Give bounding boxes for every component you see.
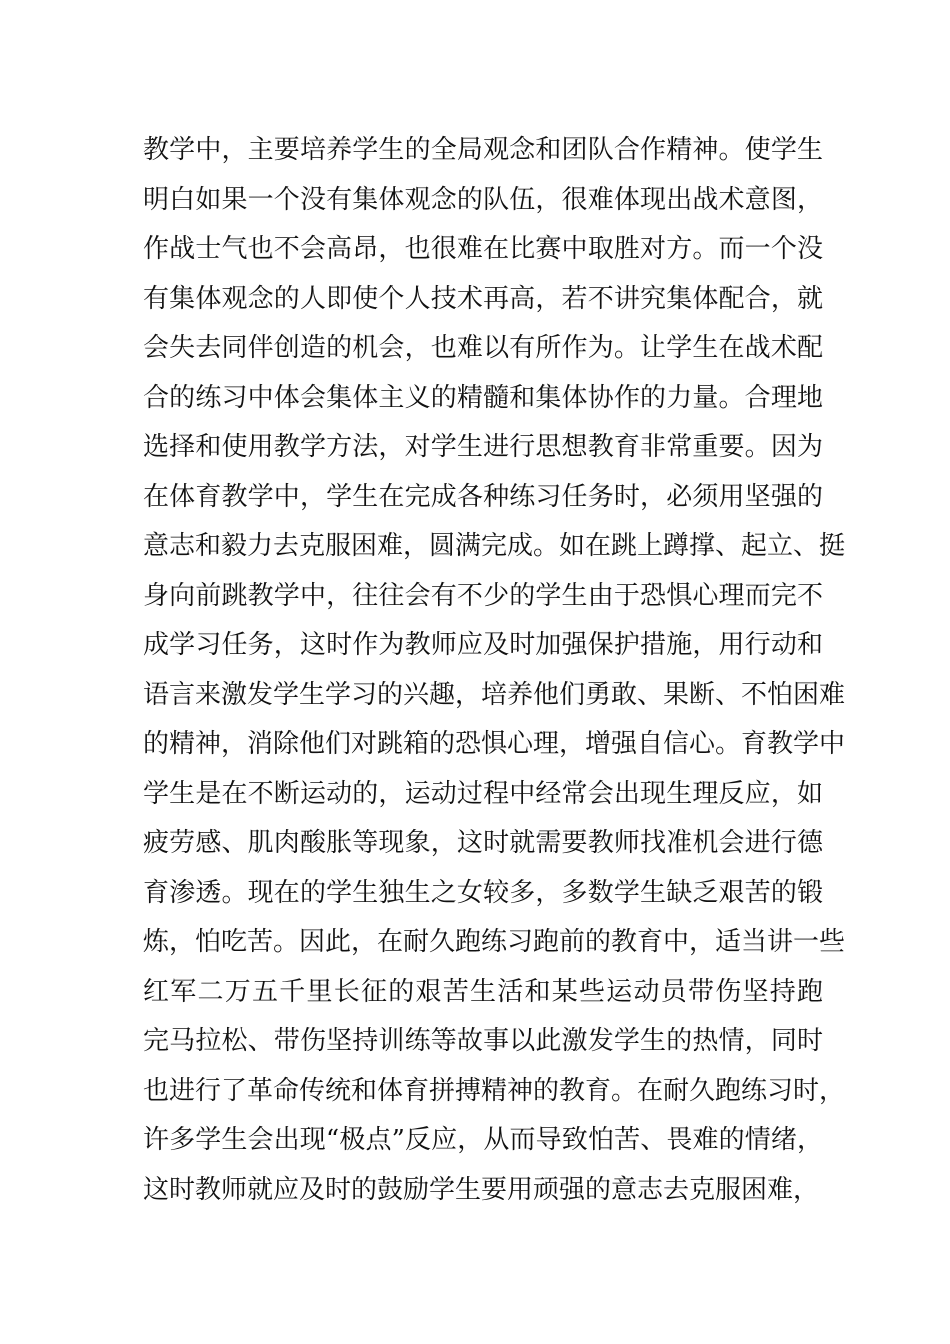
text-line: 疲劳感、肌肉酸胀等现象，这时就需要教师找准机会进行德: [143, 828, 823, 858]
text-line: 的精神，消除他们对跳箱的恐惧心理，增强自信心。育教学中: [143, 729, 846, 759]
text-line: 教学中，主要培养学生的全局观念和团队合作精神。使学生: [143, 135, 823, 165]
text-line: 语言来激发学生学习的兴趣，培养他们勇敢、果断、不怕困难: [143, 679, 846, 710]
body-text: [143, 126, 846, 1215]
text-line: 会失去同伴创造的机会，也难以有所作为。让学生在战术配: [143, 333, 823, 363]
text-line: 作战士气也不会高昂，也很难在比赛中取胜对方。而一个没: [143, 234, 823, 264]
text-line: 在体育教学中，学生在完成各种练习任务时，必须用坚强的: [143, 481, 823, 512]
text-line: 学生是在不断运动的，运动过程中经常会出现生理反应，如: [143, 778, 823, 809]
text-line: 身向前跳教学中，往往会有不少的学生由于恐惧心理而完不: [143, 580, 823, 611]
text-line: 也进行了革命传统和体育拼搏精神的教育。在耐久跑练习时，: [143, 1075, 846, 1106]
text-line: 育渗透。现在的学生独生之女较多，多数学生缺乏艰苦的锻: [143, 877, 823, 908]
text-line: 选择和使用教学方法，对学生进行思想教育非常重要。因为: [143, 432, 823, 462]
text-line: 完马拉松、带伤坚持训练等故事以此激发学生的热情，同时: [143, 1026, 823, 1056]
text-line: 有集体观念的人即使个人技术再高，若不讲究集体配合，就: [143, 283, 823, 314]
text-line: 红军二万五千里长征的艰苦生活和某些运动员带伤坚持跑: [143, 976, 823, 1007]
text-line: 许多学生会出现“极点”反应，从而导致怕苦、畏难的情绪，: [143, 1125, 823, 1155]
text-line: 成学习任务，这时作为教师应及时加强保护措施，用行动和: [143, 630, 823, 660]
text-line: 明白如果一个没有集体观念的队伍，很难体现出战术意图，: [143, 184, 823, 215]
text-line: 意志和毅力去克服困难，圆满完成。如在跳上蹲撑、起立、挺: [143, 531, 846, 561]
text-line: 合的练习中体会集体主义的精髓和集体协作的力量。合理地: [143, 382, 823, 413]
text-line: 炼，怕吃苦。因此，在耐久跑练习跑前的教育中，适当讲一些: [143, 927, 846, 957]
text-line: 这时教师就应及时的鼓励学生要用顽强的意志去克服困难，: [143, 1174, 820, 1205]
